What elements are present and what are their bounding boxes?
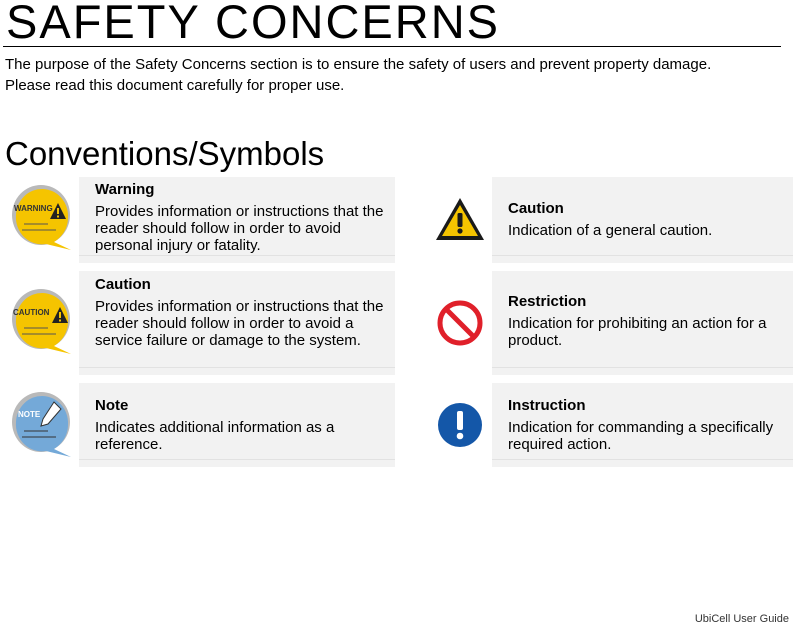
intro-line-1: The purpose of the Safety Concerns section is to ensure the safety of users and prevent property damage. xyxy=(5,56,712,73)
note-icon-label: NOTE xyxy=(18,410,41,419)
warning-icon-label: WARNING xyxy=(14,204,53,213)
restriction-panel xyxy=(492,271,793,375)
title-divider xyxy=(3,46,781,47)
restriction-heading: Restriction xyxy=(508,293,587,310)
caution-description: Provides information or instructions that the reader should follow in order to avoid a service failure or damage to the system. xyxy=(95,298,384,349)
page-title: SAFETY CONCERNS xyxy=(6,0,500,48)
note-bubble-icon xyxy=(8,388,74,463)
panel-divider xyxy=(79,367,395,368)
instruction-description: Indication for commanding a specifically required action. xyxy=(508,419,774,453)
panel-divider xyxy=(492,459,793,460)
warning-panel xyxy=(79,177,395,263)
intro-line-2: Please read this document carefully for proper use. xyxy=(5,77,345,94)
warning-bubble-icon xyxy=(8,181,74,256)
intro-text xyxy=(5,54,785,96)
panel-divider xyxy=(492,367,793,368)
panel-divider xyxy=(79,459,395,460)
note-panel xyxy=(79,383,395,467)
panel-divider xyxy=(492,255,793,256)
restriction-icon xyxy=(436,299,484,352)
instruction-panel xyxy=(492,383,793,467)
warning-description: Provides information or instructions that the reader should follow in order to avoid personal injury or fatality. xyxy=(95,203,384,254)
footer-guide-name: UbiCell User Guide xyxy=(694,613,789,625)
caution-triangle-icon xyxy=(434,196,486,247)
caution-general-description: Indication of a general caution. xyxy=(508,222,713,239)
restriction-description: Indication for prohibiting an action for a product. xyxy=(508,315,767,349)
caution-icon-label: CAUTION xyxy=(13,308,50,317)
caution-panel xyxy=(79,271,395,375)
instruction-heading: Instruction xyxy=(508,397,586,414)
caution-heading: Caution xyxy=(95,276,151,293)
caution-general-panel xyxy=(492,177,793,263)
note-heading: Note xyxy=(95,397,129,414)
panel-divider xyxy=(79,255,395,256)
caution-general-heading: Caution xyxy=(508,200,564,217)
note-description: Indicates additional information as a reference. xyxy=(95,419,335,453)
section-title: Conventions/Symbols xyxy=(5,135,325,172)
caution-bubble-icon xyxy=(8,285,74,360)
warning-heading: Warning xyxy=(95,181,155,198)
instruction-icon xyxy=(436,401,484,454)
